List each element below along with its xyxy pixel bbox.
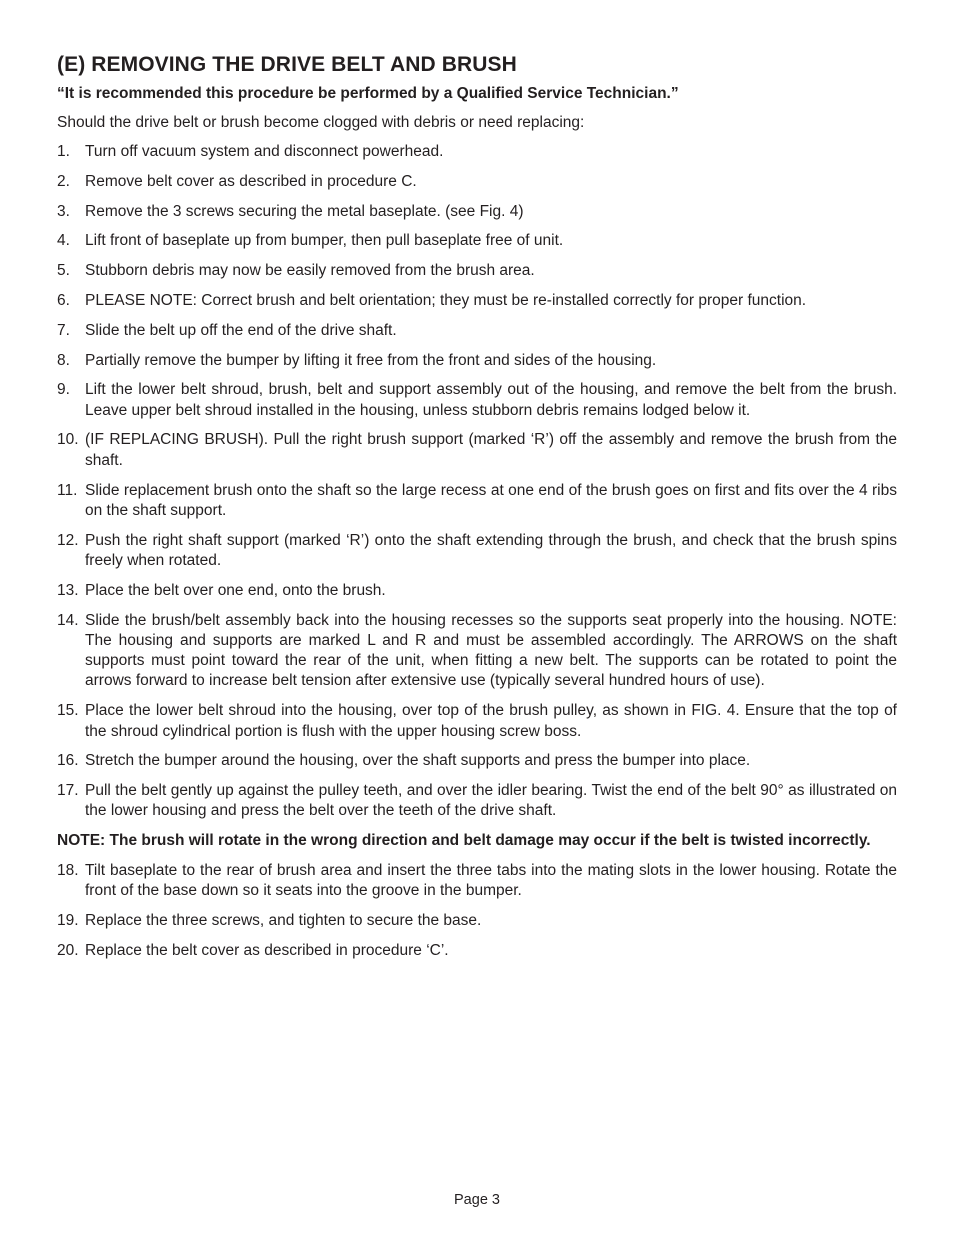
step-text: Stubborn debris may now be easily removed from the brush area. [85,262,535,280]
steps-list-second [57,861,897,961]
twist-note: NOTE: The brush will rotate in the wrong direction and belt damage may occur if the belt is twisted incorrectly. [57,832,871,850]
step-text: Turn off vacuum system and disconnect powerhead. [85,143,444,160]
step-number: 1. [57,143,70,160]
step-item [57,751,897,771]
step-text: Tilt baseplate to the rear of brush area and insert the three tabs into the mating slots in the lower housing. Rotate the front of the base down so it seats into the groove in the bumper. [85,862,897,900]
step-text: Pull the belt gently up against the pulley teeth, and over the idler bearing. Twist the end of the belt 90° as illustrated on the lower housing and press the belt over the teeth of the drive shaft. [85,782,897,820]
step-item [57,941,897,961]
step-item [57,481,897,522]
step-text: Slide the belt up off the end of the drive shaft. [85,321,397,339]
step-text: Stretch the bumper around the housing, over the shaft supports and press the bumper into place. [85,752,751,770]
step-text: Replace the three screws, and tighten to secure the base. [85,912,482,930]
step-item [57,261,897,281]
step-number: 15. [57,702,79,720]
step-number: 7. [57,321,70,339]
step-item [57,531,897,572]
step-item [57,911,897,931]
step-text: PLEASE NOTE: Correct brush and belt orientation; they must be re-installed correctly for proper function. [85,291,807,309]
step-number: 17. [57,782,79,800]
step-item [57,172,897,192]
technician-warning: “It is recommended this procedure be performed by a Qualified Service Technician.” [57,85,679,102]
step-number: 12. [57,531,79,549]
step-item [57,581,897,601]
section-heading: (E) REMOVING THE DRIVE BELT AND BRUSH [57,53,517,76]
step-number: 5. [57,262,70,280]
step-item [57,351,897,371]
step-text: Push the right shaft support (marked ‘R’) onto the shaft extending through the brush, and check that the brush spins freely when rotated. [85,531,897,569]
step-number: 11. [57,481,78,499]
step-number: 4. [57,232,70,250]
step-item [57,701,897,742]
step-text: Lift front of baseplate up from bumper, then pull baseplate free of unit. [85,232,564,250]
step-number: 6. [57,291,70,309]
step-number: 13. [57,581,79,599]
step-text: Remove belt cover as described in procedure C. [85,172,417,190]
step-number: 10. [57,431,79,449]
step-text: Place the belt over one end, onto the brush. [85,581,386,599]
step-text: Replace the belt cover as described in procedure ‘C’. [85,941,449,959]
step-number: 16. [57,752,79,770]
step-text: Slide replacement brush onto the shaft so the large recess at one end of the brush goes on first and fits over the 4 ribs on the shaft support. [85,481,897,519]
page-number: Page 3 [454,1192,500,1208]
step-number: 19. [57,912,79,930]
step-item [57,202,897,222]
step-item [57,430,897,471]
step-text: Lift the lower belt shroud, brush, belt and support assembly out of the housing, and remove the belt from the brush. Leave upper belt shroud installed in the housing, unless stubborn debris remains lodged below it. [85,381,897,419]
step-item [57,380,897,421]
step-text: (IF REPLACING BRUSH). Pull the right brush support (marked ‘R’) off the assembly and remove the brush from the shaft. [85,431,897,469]
step-item [57,231,897,251]
steps-list-first [57,142,897,822]
step-number: 18. [57,862,79,880]
step-text: Remove the 3 screws securing the metal baseplate. (see Fig. 4) [85,202,524,220]
step-item [57,781,897,822]
step-item [57,321,897,341]
step-text: Place the lower belt shroud into the housing, over top of the brush pulley, as shown in FIG. 4. Ensure that the top of the shroud cylindrical portion is flush with the upper housing screw boss. [85,702,897,740]
step-item [57,861,897,902]
document-page [57,50,897,971]
step-number: 20. [57,941,79,959]
step-item [57,291,897,311]
step-item [57,142,897,162]
step-number: 3. [57,202,70,220]
step-number: 8. [57,351,70,369]
step-text: Slide the brush/belt assembly back into the housing recesses so the supports seat properly into the housing. NOTE: The housing and supports are marked L and R and must be assembled accordingly. The ARROWS on the shaft supports must point toward the rear of the unit, when fitting a new belt. The supports can be rotated to point the arrows forward to increase belt tension after extensive use (typically several hundred hours of use). [85,611,897,690]
step-text: Partially remove the bumper by lifting it free from the front and sides of the housing. [85,351,657,369]
step-number: 2. [57,172,70,190]
step-number: 14. [57,611,79,629]
step-item [57,611,897,692]
intro-text: Should the drive belt or brush become clogged with debris or need replacing: [57,114,585,131]
step-number: 9. [57,381,70,399]
